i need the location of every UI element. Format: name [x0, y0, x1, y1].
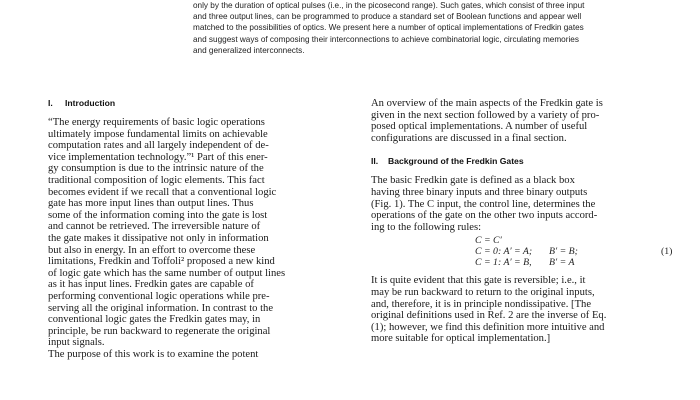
equation-line-3-left: C = 1: A′ = B,: [475, 257, 532, 269]
section-title: Introduction: [65, 98, 116, 108]
overview-paragraph: An overview of the main aspects of the Fredkin gate is given in the next section followed by a variety of pro- posed optical implementations. A number of useful configurations are discussed in a final section.: [371, 98, 603, 144]
background-paragraph-2: It is quite evident that this gate is reversible; i.e., it may be run backward to return to the original inputs, and, therefore, it is in principle nondissipative. [The original definitions used in Ref. 2 are the inverse of Eq. (1); however, we find this definition more intuitive and more suitable for optical implementation.]: [371, 275, 607, 345]
section-heading-background: [371, 156, 675, 166]
equation-line-1: C = C′: [475, 235, 502, 247]
section-number: II.: [371, 156, 379, 167]
equation-line-3-right: B′ = A: [549, 257, 575, 269]
equation-line-2-left: C = 0: A′ = A;: [475, 246, 533, 258]
left-column: [48, 98, 352, 360]
background-paragraph-1: The basic Fredkin gate is defined as a black box having three binary inputs and three binary outputs (Fig. 1). The C input, the control line, determines the operations of the gate on the other two inputs accord- ing to the following rules:: [371, 175, 598, 233]
right-column: [371, 98, 675, 345]
equation-line-2-right: B′ = B;: [549, 246, 578, 258]
abstract-text: only by the duration of optical pulses (i.e., in the picosecond range). Such gates, which consist of three input and three output lines, can be programmed to produce a standard set of Boolean functions and appear well matched to the possibilities of optics. We present here a number of optical implementations of Fredkin gates and suggest ways of composing their interconnections to achieve combinatorial logic, circulating memories and generalized interconnects.: [193, 1, 585, 55]
section-title: Background of the Fredkin Gates: [388, 156, 524, 167]
section-number: I.: [48, 98, 53, 108]
section-heading-introduction: [48, 98, 352, 108]
introduction-paragraph: “The energy requirements of basic logic operations ultimately impose fundamental limits on achievable computation rates and all largely independent of de- vice implementation technology.”¹ Part of this ener- gy consumption is due to the intrinsic nature of the traditional composition of logic elements. This fact becomes evident if we recall that a conventional logic gate has more input lines than output lines. Thus some of the information coming into the gate is lost and cannot be retrieved. The irreversible nature of the gate makes it dissipative not only in information but also in energy. In an effort to overcome these limitations, Fredkin and Toffoli² proposed a new kind of logic gate which has the same number of output lines as it has input lines. Fredkin gates are capable of performing conventional logic operations while pre- serving all the original information. In contrast to the conventional logic gates the Fredkin gates may, in principle, be run backward to regenerate the original input signals. The purpose of this work is to examine the potent: [48, 117, 286, 360]
equation-1: [371, 235, 675, 269]
equation-number: (1): [661, 246, 673, 258]
spacer: [371, 144, 675, 156]
